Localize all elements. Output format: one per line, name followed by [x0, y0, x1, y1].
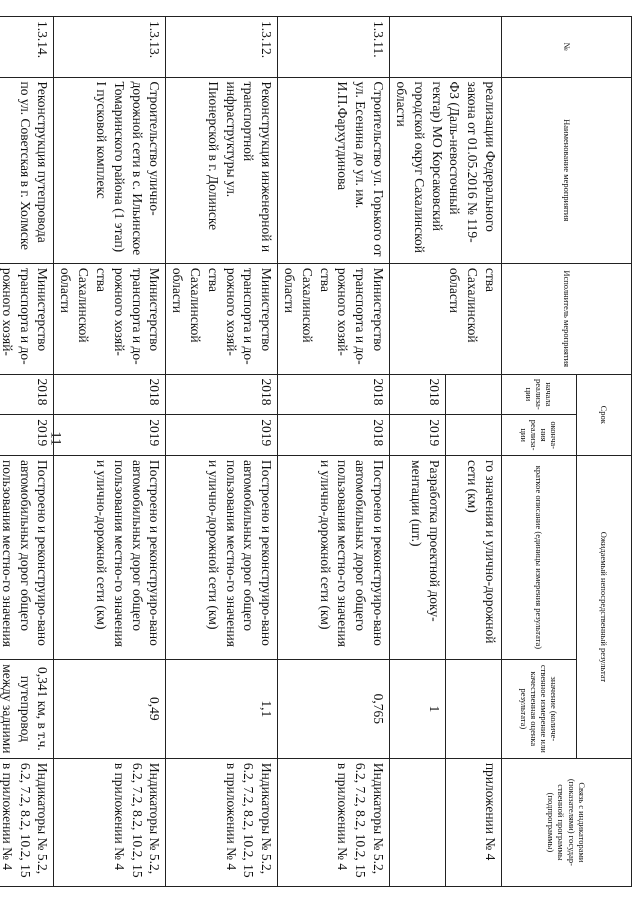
table-row — [54, 17, 166, 887]
cell-name: Реконструкция инженерной и транспортной инфраструктуры ул. Пионерской в г. Долинске — [166, 77, 278, 263]
cell-desc: Построено и реконструиро-вано автомобильных дорог общего пользования местно-го значения и улично-дорожной сети (км) — [166, 456, 278, 660]
header-link: Связь с индикаторами (показателями) государ-ственной программы (подпрограммы) — [502, 758, 632, 886]
page-number: 11 — [47, 431, 64, 446]
cell-value: 0,341 км, в т.ч. путепровод между задними — [0, 659, 54, 758]
cell-name-part: реализации Федерального закона от 01.05.2016 № 119-ФЗ (Даль-невосточный гектар) — [429, 81, 498, 243]
header-term: Срок — [577, 374, 632, 456]
cell-name: Строительство улично-дорожной сети в с. Ильинское Томаринского района (1 этап) I пусковой комплекс — [54, 77, 166, 263]
cell-name: Строительство ул. Горького от ул. Есенина до ул. им. И.П.Фархутдинова — [278, 77, 390, 263]
cell-executor: Министерство транспорта и до-рожного хозяй- — [0, 263, 54, 374]
cell-start: 2018 — [278, 374, 390, 415]
cell-start: 2018 — [0, 374, 54, 415]
cell-link — [390, 758, 446, 886]
cell-start — [446, 374, 502, 415]
cell-num: 1.3.12. — [166, 17, 278, 78]
cell-desc: Построено и реконструиро-вано автомобильных дорог общего пользования местно-го значения и улично-дорожной сети (км) — [54, 456, 166, 660]
cell-start: 2018 — [390, 374, 446, 415]
cell-executor: Министерство транспорта и до-рожного хозяй-ства Сахалинской области — [54, 263, 166, 374]
rotated-table-wrapper — [0, 16, 632, 887]
cell-end: 2019 — [54, 415, 166, 456]
cell-start: 2018 — [166, 374, 278, 415]
table-header — [502, 17, 632, 887]
header-term-end: оконча-ния реализа-ции — [502, 415, 577, 456]
header-name: Наименование мероприятия — [502, 77, 632, 263]
cell-end — [446, 415, 502, 456]
cell-end: 2019 — [0, 415, 54, 456]
cell-desc: Разработка проектной доку-ментации (шт.) — [390, 456, 446, 660]
table-row — [166, 17, 278, 887]
cell-num: 1.3.14. — [0, 17, 54, 78]
cell-start: 2018 — [54, 374, 166, 415]
cell-executor: Министерство транспорта и до-рожного хозяй-ства Сахалинской области — [278, 263, 390, 374]
cell-name-part: МО Корсаковский городской округ Сахалинской области — [393, 81, 445, 253]
table-row — [0, 17, 54, 887]
table-row — [278, 17, 390, 887]
cell-num: 1.3.11. — [278, 17, 390, 78]
cell-value: 0,49 — [54, 659, 166, 758]
cell-name: Реконструкция путепровода по ул. Советская в г. Холмске — [0, 77, 54, 263]
cell-link: Индикаторы № 5.2, 6.2, 7.2, 8.2, 10.2, 15 в приложении № 4 — [166, 758, 278, 886]
cell-executor: ства Сахалинской области — [390, 263, 502, 374]
cell-value: 0,765 — [278, 659, 390, 758]
cell-end: 2019 — [390, 415, 446, 456]
cell-link: Индикаторы № 5.2, 6.2, 7.2, 8.2, 10.2, 15 в приложении № 4 — [0, 758, 54, 886]
header-expected-desc: краткое описание (единицы измерения результата) — [502, 456, 577, 660]
cell-value — [446, 659, 502, 758]
cell-desc: Построено и реконструиро-вано автомобильных дорог общего пользования местно-го значения и улично-дорожной сети (км) — [278, 456, 390, 660]
header-expected: Ожидаемый непосредственный результат — [577, 456, 632, 759]
table-row — [446, 17, 502, 887]
header-term-start: начала реализа-ции — [502, 374, 577, 415]
cell-link: Индикаторы № 5.2, 6.2, 7.2, 8.2, 10.2, 15 в приложении № 4 — [278, 758, 390, 886]
cell-end: 2019 — [166, 415, 278, 456]
cell-desc: Построено и реконструиро-вано автомобильных дорог общего пользования местно-го значения — [0, 456, 54, 660]
cell-num — [390, 17, 502, 78]
cell-name — [390, 77, 502, 263]
cell-value: 1 — [390, 659, 446, 758]
cell-executor: Министерство транспорта и до-рожного хозяй-ства Сахалинской области — [166, 263, 278, 374]
measures-table — [0, 16, 632, 887]
cell-value: 1,1 — [166, 659, 278, 758]
cell-num: 1.3.13. — [54, 17, 166, 78]
header-num: № — [502, 17, 632, 78]
table-body — [0, 17, 502, 887]
header-executor: Исполнитель мероприятия — [502, 263, 632, 374]
cell-end: 2018 — [278, 415, 390, 456]
header-expected-value: значение (количе-ственное измерение или качественная оценка результата) — [502, 659, 577, 758]
cell-link: приложении № 4 — [446, 758, 502, 886]
cell-desc: го значения и улично-дорожной сети (км) — [446, 456, 502, 660]
cell-link: Индикаторы № 5.2, 6.2, 7.2, 8.2, 10.2, 15 в приложении № 4 — [54, 758, 166, 886]
